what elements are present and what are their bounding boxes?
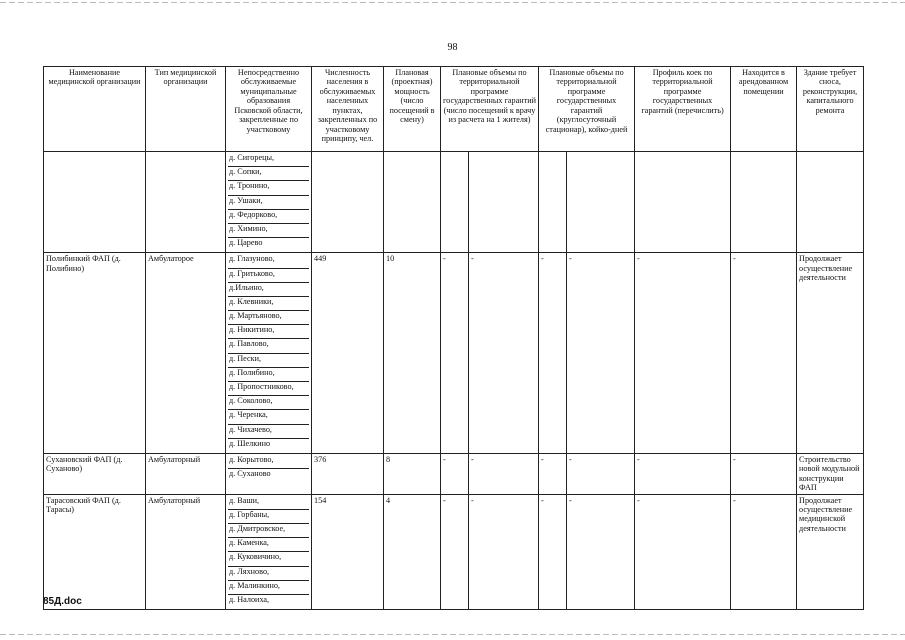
village-item: д. Куковичино,	[228, 552, 309, 566]
header-cell: Численность населения в обслуживаемых населенных пунктах, закрепленных по участковому принципу, чел.	[312, 67, 384, 152]
village-item: д. Сигорецы,	[228, 153, 309, 167]
population-cell: 449	[312, 253, 384, 454]
vol2a-cell: -	[539, 253, 567, 454]
village-item: д. Дмитровское,	[228, 524, 309, 538]
village-item: д. Налоиха,	[229, 594, 270, 604]
village-item: д. Корытово,	[228, 455, 309, 469]
vol2a-cell: -	[539, 453, 567, 494]
name-cell	[44, 152, 146, 253]
village-item: д. Глазуново,	[228, 254, 309, 268]
village-item: д. Пропостниково,	[228, 382, 309, 396]
rented-cell: -	[731, 253, 797, 454]
table-row	[44, 253, 864, 454]
profile-cell: -	[635, 253, 731, 454]
header-cell: Непосредственно обслуживаемые муниципальные образования Псковской области, закрепленные по участковому	[226, 67, 312, 152]
village-item: д. Горбаны,	[228, 510, 309, 524]
type-cell	[146, 152, 226, 253]
vol1b-cell: -	[469, 253, 539, 454]
vol1a-cell: -	[441, 494, 469, 610]
vol2b-cell	[567, 152, 635, 253]
capacity-cell	[384, 152, 441, 253]
facilities-table	[43, 66, 864, 610]
table-row	[44, 152, 864, 253]
village-item: д. Павлово,	[228, 339, 309, 353]
village-item: д. Клевники,	[228, 297, 309, 311]
vol1b-cell: -	[469, 453, 539, 494]
building-cell	[797, 152, 864, 253]
header-row	[44, 67, 864, 152]
capacity-cell: 8	[384, 453, 441, 494]
village-item: д. Суханово	[229, 469, 271, 479]
village-item: д. Ушаки,	[228, 196, 309, 210]
vol2b-cell: -	[567, 453, 635, 494]
type-cell: Амбулаторое	[146, 253, 226, 454]
vol2a-cell	[539, 152, 567, 253]
header-cell: Плановые объемы по территориальной программе государственных гарантий (круглосуточный стационар), койко-дней	[539, 67, 635, 152]
vol1a-cell	[441, 152, 469, 253]
village-item: д. Каменка,	[228, 538, 309, 552]
village-item: д. Малинкино,	[228, 581, 309, 595]
village-item: д. Федорково,	[228, 210, 309, 224]
village-item: д. Никитино,	[228, 325, 309, 339]
header-cell: Профиль коек по территориальной программе государственных гарантий (перечислить)	[635, 67, 731, 152]
population-cell: 376	[312, 453, 384, 494]
building-cell: Строительство новой модульной конструкции ФАП	[797, 453, 864, 494]
vol1b-cell	[469, 152, 539, 253]
village-item: д. Тронино,	[228, 181, 309, 195]
profile-cell: -	[635, 453, 731, 494]
header-cell: Находится в арендованном помещении	[731, 67, 797, 152]
file-name: 85Д.doc	[43, 596, 82, 607]
capacity-cell: 4	[384, 494, 441, 610]
vol1a-cell: -	[441, 253, 469, 454]
vol2b-cell: -	[567, 494, 635, 610]
profile-cell: -	[635, 494, 731, 610]
population-cell	[312, 152, 384, 253]
villages-cell	[226, 453, 312, 494]
village-item: д. Химино,	[228, 224, 309, 238]
villages-cell	[226, 253, 312, 454]
village-item: д. Черенка,	[228, 410, 309, 424]
table-row	[44, 453, 864, 494]
capacity-cell: 10	[384, 253, 441, 454]
village-item: д. Мартьяново,	[228, 311, 309, 325]
village-item: д.Ильино,	[228, 283, 309, 297]
header-cell: Здание требует сноса, реконструкции, капитального ремонта	[797, 67, 864, 152]
table-body	[44, 152, 864, 610]
village-item: д. Ляхново,	[228, 567, 309, 581]
rented-cell: -	[731, 453, 797, 494]
vol2b-cell: -	[567, 253, 635, 454]
village-item: д. Ваши,	[228, 496, 309, 510]
name-cell: Полибинкий ФАП (д. Полибино)	[44, 253, 146, 454]
scan-edge-top	[0, 2, 905, 3]
vol1b-cell: -	[469, 494, 539, 610]
type-cell: Амбулаторный	[146, 453, 226, 494]
villages-cell	[226, 494, 312, 610]
scan-edge-bottom	[0, 634, 905, 635]
rented-cell: -	[731, 494, 797, 610]
type-cell: Амбулаторный	[146, 494, 226, 610]
building-cell: Продолжает осуществление медицинской деятельности	[797, 494, 864, 610]
villages-cell	[226, 152, 312, 253]
header-cell: Плановая (проектная) мощность (число посещений в смену)	[384, 67, 441, 152]
name-cell: Тарасовский ФАП (д. Тарасы)	[44, 494, 146, 610]
page-number: 98	[447, 42, 458, 53]
table-row	[44, 494, 864, 610]
population-cell: 154	[312, 494, 384, 610]
vol1a-cell: -	[441, 453, 469, 494]
village-item: д. Чихачево,	[228, 425, 309, 439]
village-item: д. Соколово,	[228, 396, 309, 410]
vol2a-cell: -	[539, 494, 567, 610]
header-cell: Тип медицинской организации	[146, 67, 226, 152]
village-item: д. Гритьково,	[228, 269, 309, 283]
profile-cell	[635, 152, 731, 253]
village-item: д. Шелкино	[229, 438, 271, 448]
building-cell: Продолжает осуществление деятельности	[797, 253, 864, 454]
village-item: д. Царево	[229, 238, 263, 248]
header-cell: Наименование медицинской организации	[44, 67, 146, 152]
village-item: д. Полибино,	[228, 368, 309, 382]
village-item: д. Пески,	[228, 354, 309, 368]
rented-cell	[731, 152, 797, 253]
name-cell: Сухановский ФАП (д. Суханово)	[44, 453, 146, 494]
header-cell: Плановые объемы по территориальной программе государственных гарантий (число посещений к врачу из расчета на 1 жителя)	[441, 67, 539, 152]
village-item: д. Сопки,	[228, 167, 309, 181]
